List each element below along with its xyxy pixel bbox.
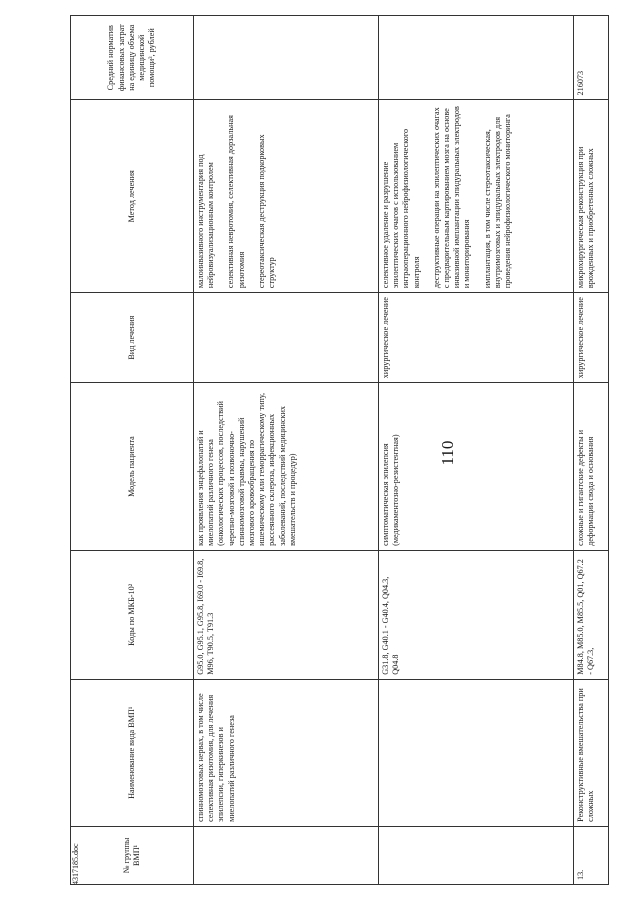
header-name: Наименование вида ВМП¹	[71, 679, 194, 826]
header-model: Модель пациента	[71, 383, 194, 551]
table-header-row	[71, 16, 194, 885]
page-number: 110	[438, 440, 457, 466]
cell-cost	[194, 16, 379, 100]
vmp-table	[70, 15, 609, 885]
header-cost: Средний норматив финансовых затрат на единицу объема медицинской помощи³, рублей	[71, 16, 194, 100]
table-row	[194, 16, 379, 885]
cell-name: Реконструктивные вмешательства при сложных	[574, 679, 609, 826]
cell-model: симптоматическая эпилепсия (медикаментозно-резистентная)	[379, 383, 574, 551]
cell-group	[379, 826, 574, 884]
cell-cost	[379, 16, 574, 100]
header-type: Вид лечения	[71, 293, 194, 383]
rotated-table-container	[70, 15, 600, 885]
cell-type	[194, 293, 379, 383]
cell-type: хирургическое лечение	[574, 293, 609, 383]
method-item: деструктивные операции на эпилептических очагах с предварительным картированием мозга на основе инвазивной имплантации эпидуральных электродов и мониторирования	[431, 106, 472, 289]
cell-codes: G31.8, G40.1 - G40.4, Q04.3, Q04.8	[379, 550, 574, 679]
cell-model: как проявления энцефалопатий и миелопатий различного генеза (онкологических процессов, последствий черепно-мозговой и позвоночно-спинномозговой травмы, нарушений мозгового кровообращения по ишемическому или геморрагическому типу, рассеянного склероза, инфекционных заболеваний, последствий медицинских вмешательств и процедур)	[194, 383, 379, 551]
cell-model: сложные и гигантские дефекты и деформации свода и основания	[574, 383, 609, 551]
method-item: селективное удаление и разрушение эпилептических очагов с использованием интраоперационного нейрофизиологического контроля	[381, 128, 421, 289]
cell-method	[379, 100, 574, 293]
cell-codes: G95.0, G95.1, G95.8, I69.0 - I69.8, M96, T90.5, T91.3	[194, 550, 379, 679]
table-row	[379, 16, 574, 885]
cell-group	[194, 826, 379, 884]
file-id: 4317185.doc	[71, 843, 80, 885]
method-item: малоинвазивного инструментария под нейровизуализационным контролем	[196, 154, 216, 289]
cell-name	[379, 679, 574, 826]
header-method: Метод лечения	[71, 100, 194, 293]
cell-cost: 216073	[574, 16, 609, 100]
cell-type: хирургическое лечение	[379, 293, 574, 383]
header-codes: Коды по МКБ-10²	[71, 550, 194, 679]
table-row	[574, 16, 609, 885]
method-item: стереотаксическая деструкция подкорковых структур	[256, 134, 277, 289]
method-item: имплантация, в том числе стереотаксическая, внутримозговых и эпидуральных электродов для проведения нейрофизиологического мониторинга	[482, 114, 513, 289]
cell-name: спинномозговых нервах, в том числе селективная ризотомия, для лечения эпилепсии, гиперкинезов и миелопатий различного генеза	[194, 679, 379, 826]
method-item: селективная невротомия, селективная дорзальная ризотомия	[226, 115, 246, 289]
cell-method	[574, 100, 609, 293]
header-group: № группы ВМП¹	[71, 826, 194, 884]
method-item: микрохирургическая реконструкция при врожденных и приобретенных сложных	[576, 146, 596, 289]
cell-codes: M84.8, M85.0, M85.5, Q01, Q67.2 - Q67.3,	[574, 550, 609, 679]
cell-group: 13.	[574, 826, 609, 884]
cell-method	[194, 100, 379, 293]
